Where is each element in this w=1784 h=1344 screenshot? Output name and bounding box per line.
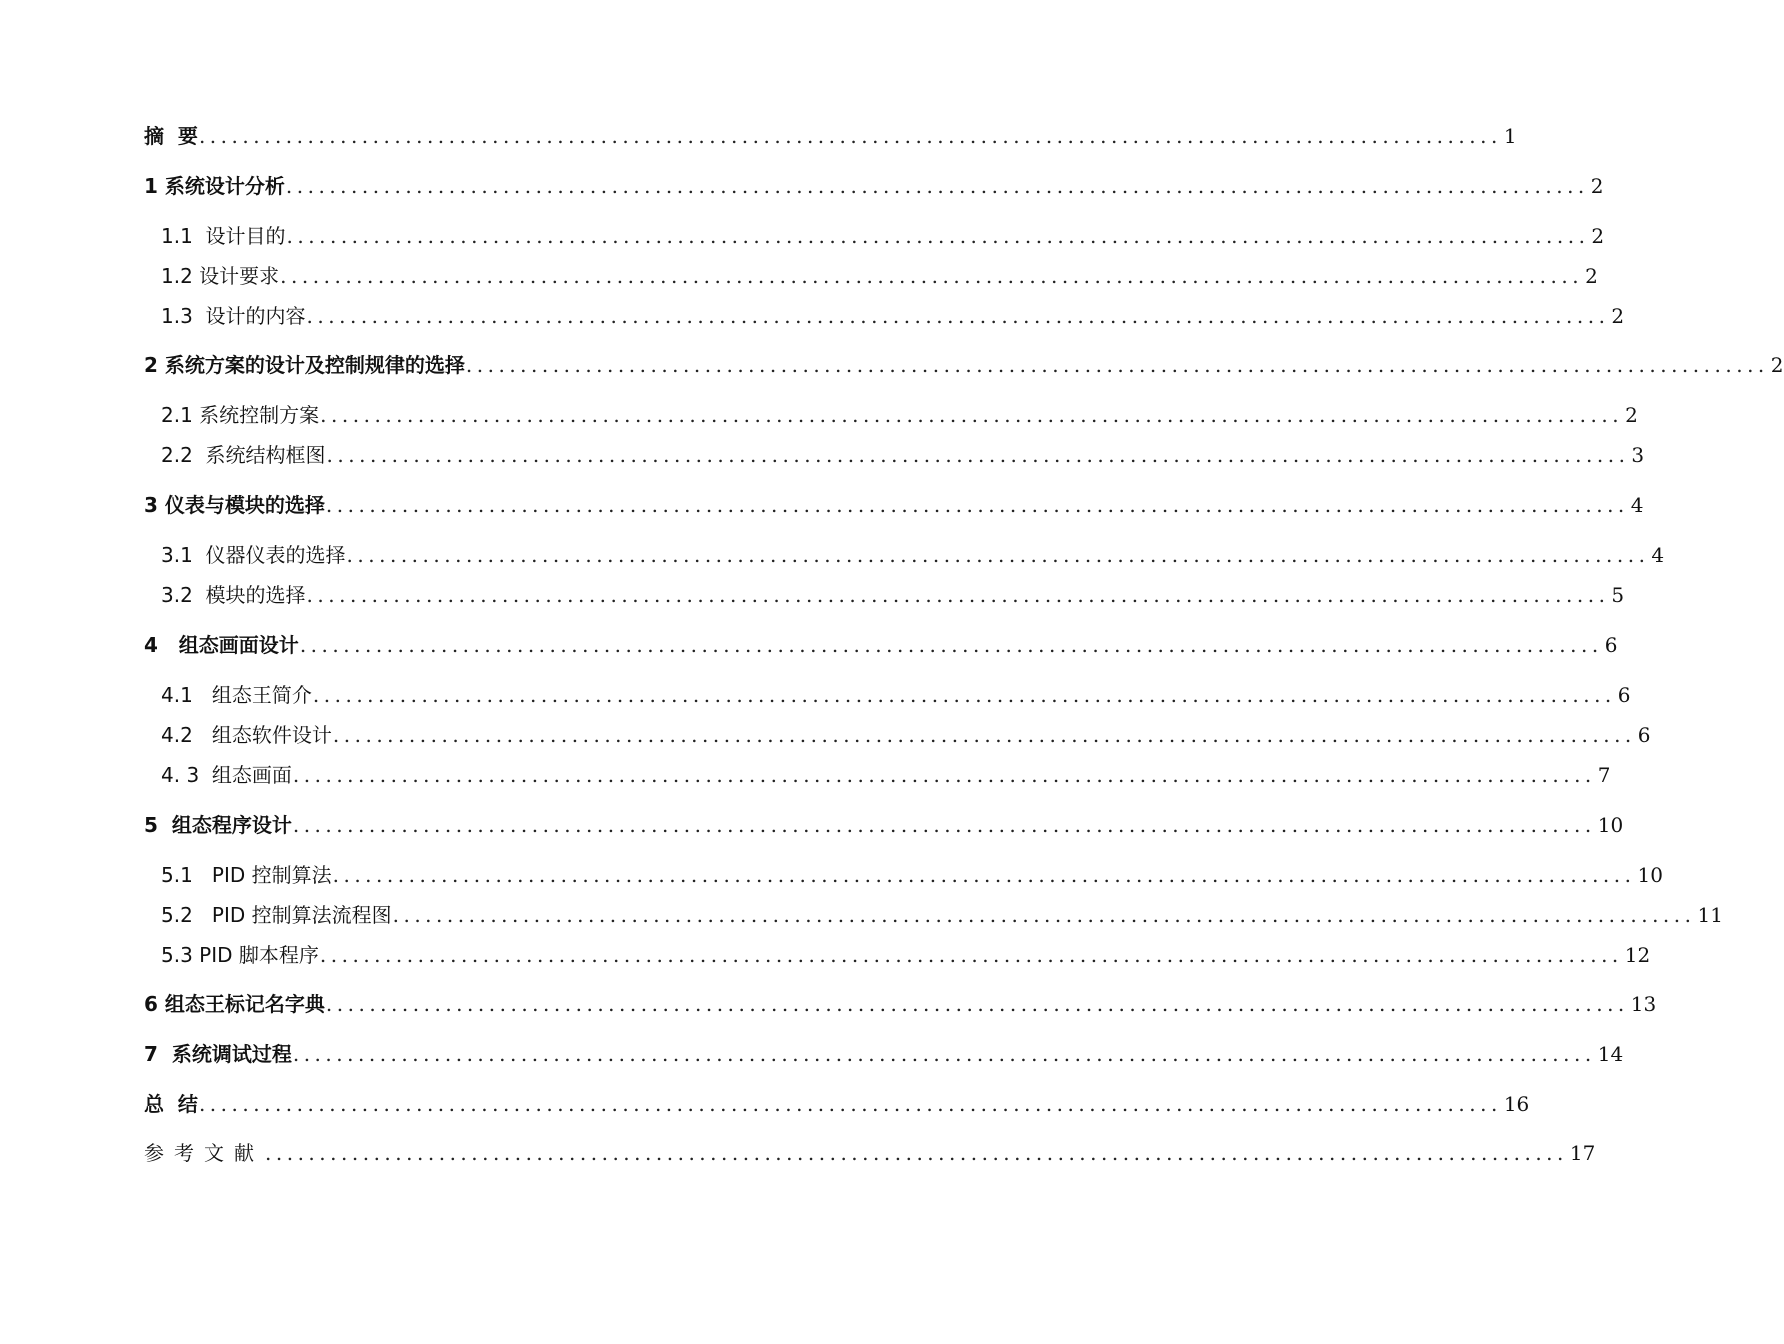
toc-entry-chapter-4[interactable]: [144, 625, 1618, 665]
toc-entry-title: 总 结: [144, 1092, 198, 1116]
toc-page-number: 2: [1585, 264, 1598, 288]
toc-entry-section-3-2[interactable]: [161, 575, 1625, 615]
toc-page-number: 5: [1611, 583, 1625, 607]
toc-entry-title: 1.3 设计的内容: [161, 304, 306, 328]
toc-entry-section-4-2[interactable]: [161, 715, 1651, 755]
toc-entry-title: 摘 要: [144, 124, 198, 148]
toc-entry-title: 3.1 仪器仪表的选择: [161, 543, 346, 567]
toc-entry-section-2-2[interactable]: [161, 435, 1645, 475]
toc-entry-title: 3.2 模块的选择: [161, 583, 306, 607]
toc-entry-section-5-3[interactable]: [161, 935, 1651, 975]
toc-entry-title: 6 组态王标记名字典: [144, 992, 325, 1016]
toc-entry-chapter-7[interactable]: [144, 1034, 1624, 1074]
dot-leader: ........................................................................................................................: [325, 992, 1629, 1016]
dot-leader: ........................................................................................................................: [320, 403, 1624, 427]
toc-entry-chapter-2[interactable]: [144, 345, 1784, 385]
dot-leader: ........................................................................................................................: [325, 493, 1629, 517]
toc-entry-title: 4 组态画面设计: [144, 633, 299, 657]
toc-entry-chapter-5[interactable]: [144, 805, 1624, 845]
toc-page-number: 14: [1597, 1042, 1624, 1066]
dot-leader: ........................................................................................................................: [392, 903, 1696, 927]
toc-entry-section-2-1[interactable]: [161, 395, 1638, 435]
toc-entry-title: 5.2 PID 控制算法流程图: [161, 903, 392, 927]
toc-entry-title: 4.2 组态软件设计: [161, 723, 332, 747]
dot-leader: ........................................................................................................................: [306, 304, 1610, 328]
toc-entry-chapter-3[interactable]: [144, 485, 1644, 525]
dot-leader: ........................................................................................................................: [319, 943, 1623, 967]
toc-entry-summary[interactable]: [144, 1084, 1530, 1124]
toc-entry-section-4-3[interactable]: [161, 755, 1611, 795]
toc-page-number: 6: [1604, 633, 1618, 657]
dot-leader: ........................................................................................................................: [332, 723, 1636, 747]
toc-page-number: 17: [1569, 1141, 1596, 1165]
toc-entry-chapter-6[interactable]: [144, 984, 1657, 1024]
dot-leader: ........................................................................................................................: [299, 633, 1603, 657]
toc-entry-section-3-1[interactable]: [161, 535, 1665, 575]
dot-leader: ........................................................................................................................: [292, 763, 1596, 787]
toc-entry-section-1-1[interactable]: [161, 216, 1605, 256]
toc-entry-chapter-1[interactable]: [144, 166, 1604, 206]
dot-leader: ........................................................................................................................: [292, 813, 1596, 837]
toc-entry-title: 5.3 PID 脚本程序: [161, 943, 319, 967]
dot-leader: ........................................................................................................................: [285, 174, 1589, 198]
toc-entry-title: 7 系统调试过程: [144, 1042, 292, 1066]
toc-entry-title: 参考文献: [144, 1141, 264, 1165]
dot-leader: ........................................................................................................................: [286, 224, 1590, 248]
toc-page-number: 3: [1631, 443, 1645, 467]
toc-entry-section-1-2[interactable]: [161, 256, 1598, 296]
dot-leader: ........................................................................................................................: [312, 683, 1616, 707]
toc-entry-references[interactable]: [144, 1133, 1596, 1173]
toc-entry-section-5-1[interactable]: [161, 855, 1663, 895]
toc-entry-title: 4. 3 组态画面: [161, 763, 292, 787]
dot-leader: ........................................................................................................................: [306, 583, 1610, 607]
toc-page-number: 6: [1617, 683, 1631, 707]
toc-page-number: 16: [1503, 1092, 1530, 1116]
toc-page-number: 12: [1624, 943, 1651, 967]
toc-entry-title: 5 组态程序设计: [144, 813, 292, 837]
toc-page-number: 7: [1597, 763, 1611, 787]
toc-page-number: 4: [1630, 493, 1644, 517]
toc-entry-title: 1.2 设计要求: [161, 264, 280, 288]
toc-entry-title: 1 系统设计分析: [144, 174, 285, 198]
toc-entry-title: 3 仪表与模块的选择: [144, 493, 325, 517]
toc-entry-abstract[interactable]: [144, 116, 1517, 156]
toc-page-number: 10: [1637, 863, 1663, 887]
toc-page-number: 10: [1597, 813, 1624, 837]
toc-entry-title: 5.1 PID 控制算法: [161, 863, 332, 887]
dot-leader: ........................................................................................................................: [198, 1092, 1502, 1116]
dot-leader: ........................................................................................................................: [292, 1042, 1596, 1066]
toc-page-number: 2: [1770, 353, 1784, 377]
dot-leader: ........................................................................................................................: [346, 543, 1650, 567]
toc-entry-section-5-2[interactable]: [161, 895, 1723, 935]
toc-entry-title: 2 系统方案的设计及控制规律的选择: [144, 353, 465, 377]
dot-leader: ........................................................................................................................: [332, 863, 1636, 887]
toc-page-number: 2: [1591, 224, 1605, 248]
toc-entry-section-4-1[interactable]: [161, 675, 1631, 715]
toc-entry-title: 2.1 系统控制方案: [161, 403, 320, 427]
toc-page-number: 13: [1630, 992, 1657, 1016]
dot-leader: ........................................................................................................................: [326, 443, 1630, 467]
toc-page-number: 6: [1637, 723, 1651, 747]
dot-leader: ........................................................................................................................: [465, 353, 1769, 377]
toc-page-number: 2: [1590, 174, 1604, 198]
toc-entry-title: 2.2 系统结构框图: [161, 443, 326, 467]
dot-leader: ........................................................................................................................: [280, 264, 1584, 288]
toc-page-number: 1: [1503, 124, 1517, 148]
dot-leader: ........................................................................................................................: [265, 1141, 1568, 1165]
dot-leader: ........................................................................................................................: [198, 124, 1502, 148]
toc-entry-title: 4.1 组态王简介: [161, 683, 312, 707]
toc-page-number: 2: [1611, 304, 1625, 328]
toc-page-number: 2: [1625, 403, 1638, 427]
toc-entry-section-1-3[interactable]: [161, 296, 1625, 336]
toc-entry-title: 1.1 设计目的: [161, 224, 286, 248]
toc-page-number: 11: [1697, 903, 1723, 927]
toc-page-number: 4: [1651, 543, 1665, 567]
